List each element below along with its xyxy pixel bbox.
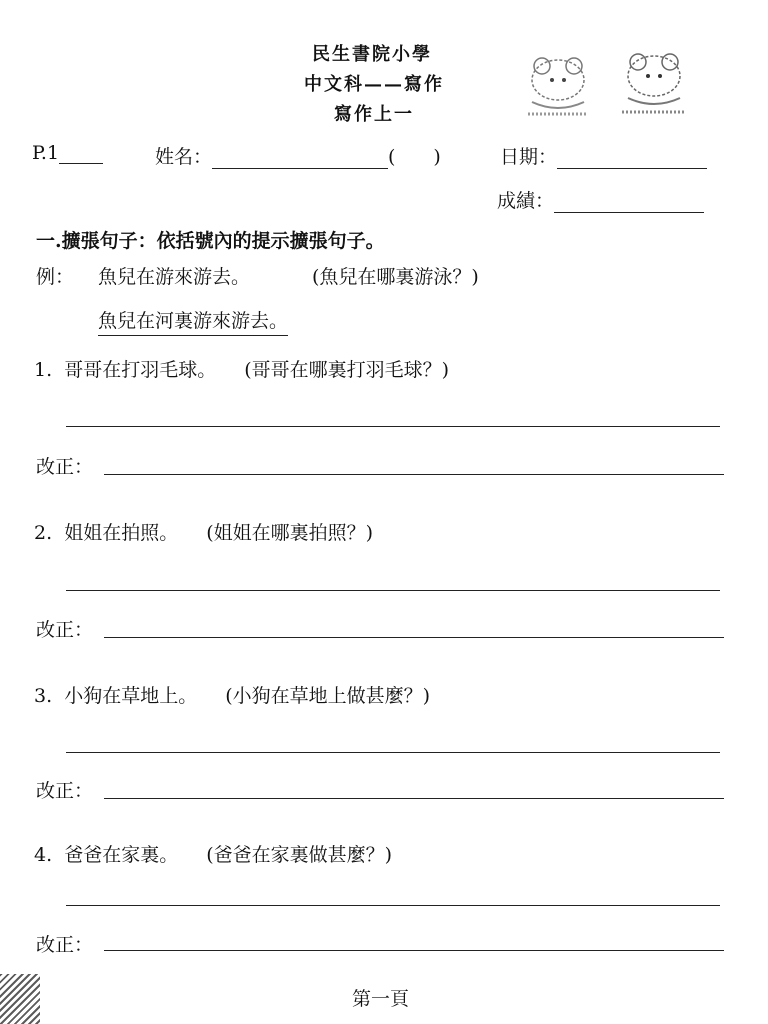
example-label: 例： (36, 266, 75, 288)
example-answer: 魚兒在河裏游來游去。 (98, 306, 288, 336)
question-2 (34, 518, 373, 545)
cartoon-animal-logo-icon (616, 48, 690, 118)
correction-line-4[interactable] (104, 950, 724, 951)
class-label: P.1 (32, 142, 60, 164)
date-label: 日期： (500, 146, 558, 168)
cartoon-animal-logo-icon (522, 52, 594, 122)
name-blank[interactable] (212, 148, 388, 169)
grade-blank[interactable] (554, 192, 704, 213)
name-label: 姓名： (155, 146, 213, 168)
question-hint: (姐姐在哪裏拍照？) (206, 522, 374, 544)
worksheet-title: 寫作上一 (334, 104, 414, 125)
question-hint: (爸爸在家裏做甚麼？) (206, 844, 393, 866)
correction-label: 改正： (36, 780, 94, 802)
question-sentence: 哥哥在打羽毛球。 (64, 359, 217, 381)
correction-label: 改正： (36, 456, 94, 478)
subject-title: 中文科——寫作 (304, 74, 444, 95)
grade-label: 成績： (497, 190, 555, 212)
question-sentence: 小狗在草地上。 (64, 685, 198, 707)
date-blank[interactable] (557, 148, 707, 169)
school-name: 民生書院小學 (312, 44, 432, 65)
correction-label: 改正： (36, 619, 94, 641)
question-number: 3. (34, 685, 53, 707)
name-field (155, 142, 441, 169)
question-number: 1. (34, 359, 53, 381)
correction-line-2[interactable] (104, 637, 724, 638)
section-title: 一.擴張句子：依括號內的提示擴張句子。 (36, 230, 385, 252)
seat-number-paren[interactable]: ( ) (388, 146, 441, 168)
scan-edge-shadow (0, 974, 40, 1024)
class-field (32, 142, 103, 164)
question-number: 2. (34, 522, 53, 544)
correction-label: 改正： (36, 934, 94, 956)
answer-line-2[interactable] (66, 590, 720, 591)
question-3 (34, 681, 430, 708)
question-1 (34, 355, 449, 382)
answer-line-3[interactable] (66, 752, 720, 753)
grade-field (497, 186, 704, 213)
question-hint: (哥哥在哪裏打羽毛球？) (244, 359, 450, 381)
example-sentence: 魚兒在游來游去。 (98, 266, 251, 288)
answer-line-1[interactable] (66, 426, 720, 427)
page-number: 第一頁 (352, 988, 410, 1010)
question-4 (34, 840, 392, 867)
date-field (500, 142, 707, 169)
question-sentence: 姐姐在拍照。 (64, 522, 179, 544)
class-blank[interactable] (59, 143, 103, 164)
correction-line-3[interactable] (104, 798, 724, 799)
example-hint: (魚兒在哪裏游泳？) (312, 266, 479, 288)
answer-line-4[interactable] (66, 905, 720, 906)
question-sentence: 爸爸在家裏。 (64, 844, 179, 866)
question-hint: (小狗在草地上做甚麼？) (225, 685, 431, 707)
correction-line-1[interactable] (104, 474, 724, 475)
question-number: 4. (34, 844, 53, 866)
